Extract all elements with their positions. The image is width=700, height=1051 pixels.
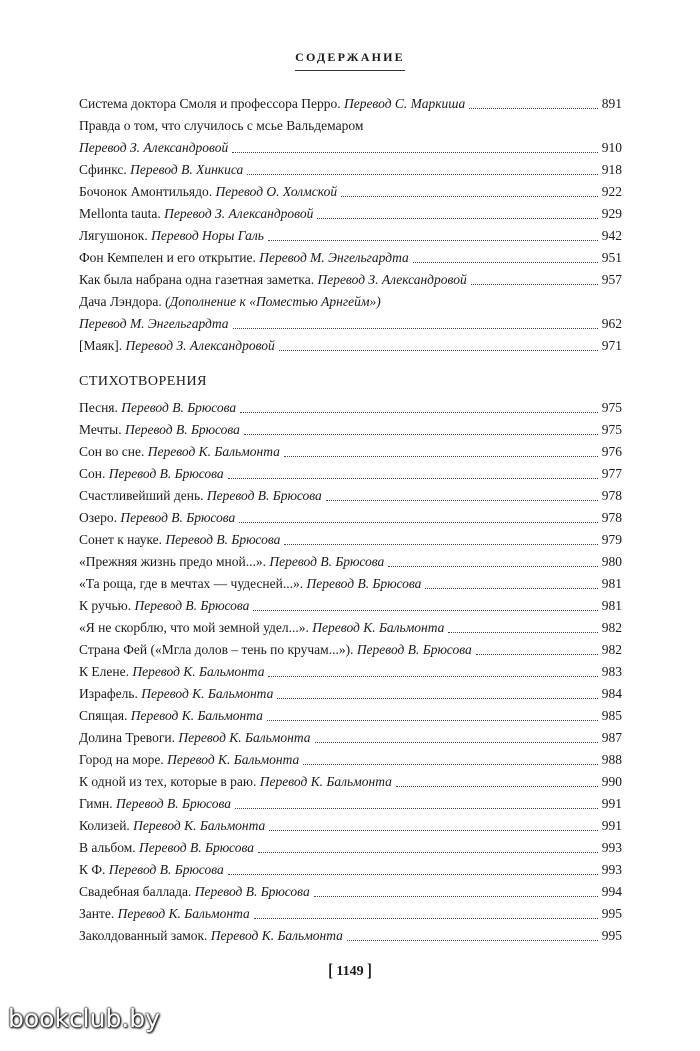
toc-entry bbox=[79, 225, 622, 247]
toc-entry-translator: Перевод К. Бальмонта bbox=[147, 444, 280, 459]
toc-entry-title: Колизей. bbox=[79, 818, 130, 833]
toc-entry-text bbox=[79, 771, 392, 793]
toc-entry bbox=[79, 463, 622, 485]
toc-entry-title: «Та роща, где в мечтах — чудесней...». bbox=[79, 576, 304, 591]
toc-entry-translator: Перевод В. Брюсова bbox=[116, 796, 231, 811]
toc-entry-translator: Перевод К. Бальмонта bbox=[132, 664, 265, 679]
dot-leader bbox=[239, 522, 598, 523]
toc-entry-title: Сон. bbox=[79, 466, 106, 481]
toc-entry-title: Сон во сне. bbox=[79, 444, 145, 459]
toc-entry-title: [Маяк]. bbox=[79, 338, 123, 353]
toc-entry-translator: Перевод В. Брюсова bbox=[269, 554, 385, 569]
toc-entry bbox=[79, 837, 622, 859]
toc-entry-text bbox=[79, 705, 263, 727]
dot-leader bbox=[303, 764, 598, 765]
toc-entry-translator: Перевод К. Бальмонта bbox=[178, 730, 311, 745]
toc-entry-text bbox=[79, 639, 472, 661]
dot-leader bbox=[326, 500, 598, 501]
toc-entry-text bbox=[79, 595, 249, 617]
toc-entry-translator: Перевод К. Бальмонта bbox=[130, 708, 263, 723]
toc-entry-text bbox=[79, 313, 229, 335]
toc-entry-translator: Перевод К. Бальмонта bbox=[141, 686, 274, 701]
toc-entry bbox=[79, 727, 622, 749]
toc-entry-page: 984 bbox=[601, 686, 622, 701]
page-header bbox=[0, 48, 700, 71]
toc-entry-text bbox=[79, 507, 235, 529]
toc-entry-translator: Перевод К. Бальмонта bbox=[167, 752, 300, 767]
toc-entry-title: В альбом. bbox=[79, 840, 136, 855]
toc-entry-title: Сонет к науке. bbox=[79, 532, 163, 547]
toc-entry-translator: Перевод К. Бальмонта bbox=[259, 774, 392, 789]
toc-entry-title: Свадебная баллада. bbox=[79, 884, 192, 899]
toc-entry bbox=[79, 137, 622, 159]
toc-entry bbox=[79, 181, 622, 203]
toc-entry-title: Спящая. bbox=[79, 708, 128, 723]
toc-entry bbox=[79, 771, 622, 793]
toc-entry-title: К Елене. bbox=[79, 664, 129, 679]
toc-entry-text bbox=[79, 683, 273, 705]
toc-entry-page: 976 bbox=[601, 444, 622, 459]
page-number-value: 1149 bbox=[336, 964, 364, 979]
toc-entry bbox=[79, 419, 622, 441]
toc-entry-page: 977 bbox=[601, 466, 622, 481]
toc-entry-text bbox=[79, 335, 275, 357]
toc-entry-page: 918 bbox=[601, 162, 622, 177]
dot-leader bbox=[267, 720, 598, 721]
toc-entry-title: Гимн. bbox=[79, 796, 113, 811]
toc-entry-page: 983 bbox=[601, 664, 622, 679]
toc-entry bbox=[79, 529, 622, 551]
toc-entry-translator: Перевод З. Александровой bbox=[79, 140, 229, 155]
dot-leader bbox=[388, 566, 597, 567]
toc-entry-translator: Перевод В. Брюсова bbox=[121, 400, 237, 415]
dot-leader bbox=[244, 434, 598, 435]
toc-entry bbox=[79, 507, 622, 529]
toc-entry-translator: Перевод З. Александровой bbox=[317, 272, 467, 287]
toc-entry-page: 971 bbox=[601, 338, 622, 353]
dot-leader bbox=[284, 544, 597, 545]
dot-leader bbox=[228, 478, 598, 479]
dot-leader bbox=[476, 654, 598, 655]
toc-entry-title: Мечты. bbox=[79, 422, 122, 437]
toc-entry-translator: Перевод В. Брюсова bbox=[120, 510, 236, 525]
toc-entry-title: Занте. bbox=[79, 906, 115, 921]
toc-entry-translator: Перевод В. Брюсова bbox=[306, 576, 422, 591]
section-heading-poems: СТИХОТВОРЕНИЯ bbox=[79, 374, 207, 389]
toc-entry-translator: Перевод В. Брюсова bbox=[108, 862, 224, 877]
dot-leader bbox=[469, 108, 598, 109]
toc-entry-page: 988 bbox=[601, 752, 622, 767]
toc-entry-translator: Перевод К. Бальмонта bbox=[312, 620, 445, 635]
toc-entry-translator: Перевод М. Энгельгардта bbox=[259, 250, 409, 265]
toc-entry bbox=[79, 247, 622, 269]
toc-entry-text bbox=[79, 529, 280, 551]
toc-entry-text bbox=[79, 551, 384, 573]
toc-entry-translator: Перевод К. Бальмонта bbox=[133, 818, 266, 833]
toc-entry-translator: Перевод В. Брюсова bbox=[108, 466, 224, 481]
toc-entry-text bbox=[79, 859, 224, 881]
toc-entry bbox=[79, 617, 622, 639]
toc-entry-translator: Перевод В. Брюсова bbox=[139, 840, 254, 855]
toc-entry-page: 991 bbox=[601, 818, 622, 833]
toc-entry-page: 981 bbox=[601, 598, 622, 613]
toc-entry-title-line bbox=[79, 291, 622, 313]
toc-entry-translator: Перевод В. Брюсова bbox=[134, 598, 250, 613]
dot-leader bbox=[284, 456, 598, 457]
toc-entry-translator: Перевод М. Энгельгардта bbox=[79, 316, 229, 331]
toc-entry-title: К ручью. bbox=[79, 598, 132, 613]
toc-entry-text bbox=[79, 485, 322, 507]
toc-entry-page: 995 bbox=[601, 928, 622, 943]
toc-entry-page: 982 bbox=[601, 620, 622, 635]
toc-entry-page: 910 bbox=[601, 140, 622, 155]
toc-entry-translator: Перевод В. Брюсова bbox=[125, 422, 240, 437]
toc-entry-text bbox=[79, 793, 231, 815]
dot-leader bbox=[341, 196, 598, 197]
toc-entry-title: Город на море. bbox=[79, 752, 164, 767]
toc-entry bbox=[79, 903, 622, 925]
toc-entry-page: 990 bbox=[601, 774, 622, 789]
dot-leader bbox=[235, 808, 598, 809]
toc-entry bbox=[79, 397, 622, 419]
toc-entry-text bbox=[79, 925, 343, 947]
toc-entry bbox=[79, 551, 622, 573]
toc-entry-text bbox=[79, 419, 240, 441]
toc-entry-title: Бочонок Амонтильядо. bbox=[79, 184, 213, 199]
toc-entry-text bbox=[79, 137, 228, 159]
toc-entry-title: «Я не скорблю, что мой земной удел...». bbox=[79, 620, 309, 635]
toc-entry-text bbox=[79, 93, 465, 115]
dot-leader bbox=[254, 918, 598, 919]
toc-entry-translator: Перевод В. Брюсова bbox=[165, 532, 281, 547]
dot-leader bbox=[258, 852, 598, 853]
toc-entry-text bbox=[79, 203, 313, 225]
toc-entry bbox=[79, 859, 622, 881]
section-heading-wrap bbox=[79, 371, 622, 393]
toc-entry-title: Лягушонок. bbox=[79, 228, 148, 243]
toc-entry bbox=[79, 881, 622, 903]
page-number-bracket-right: ] bbox=[367, 961, 372, 982]
toc-entry bbox=[79, 661, 622, 683]
toc-entry-page: 979 bbox=[601, 532, 622, 547]
toc-entry-text bbox=[79, 181, 337, 203]
toc-entry-page: 995 bbox=[601, 906, 622, 921]
dot-leader bbox=[277, 698, 597, 699]
toc-entry bbox=[79, 639, 622, 661]
toc-entry-page: 962 bbox=[601, 316, 622, 331]
toc-entry-page: 922 bbox=[601, 184, 622, 199]
toc-entry-title: Mellonta tauta. bbox=[79, 206, 161, 221]
toc-entry-title: Заколдованный замок. bbox=[79, 928, 208, 943]
dot-leader bbox=[268, 240, 598, 241]
toc-entry-page: 891 bbox=[601, 96, 622, 111]
toc-entry bbox=[79, 203, 622, 225]
toc-entry-page: 942 bbox=[601, 228, 622, 243]
toc-entry-page: 981 bbox=[601, 576, 622, 591]
running-title: СОДЕРЖАНИЕ bbox=[295, 50, 405, 71]
toc-entry-translator: Перевод В. Хинкиса bbox=[130, 162, 244, 177]
toc-entry-title: Счастливейший день. bbox=[79, 488, 204, 503]
page-number-bracket-left: [ bbox=[328, 961, 333, 982]
page-number bbox=[0, 961, 700, 982]
toc-entry-page: 978 bbox=[601, 488, 622, 503]
toc-entry bbox=[79, 159, 622, 181]
toc-entry-page: 991 bbox=[601, 796, 622, 811]
dot-leader bbox=[247, 174, 597, 175]
toc-entry-text bbox=[79, 573, 421, 595]
toc-entry bbox=[79, 705, 622, 727]
toc-entry-page: 929 bbox=[601, 206, 622, 221]
toc-entry-title: К одной из тех, которые в раю. bbox=[79, 774, 257, 789]
dot-leader bbox=[396, 786, 598, 787]
dot-leader bbox=[413, 262, 598, 263]
toc-entry-page: 951 bbox=[601, 250, 622, 265]
toc-entry-translator: Перевод Норы Галь bbox=[151, 228, 264, 243]
toc-entry-text bbox=[79, 903, 250, 925]
toc-entry-translator: Перевод З. Александровой bbox=[125, 338, 275, 353]
toc-entry bbox=[79, 793, 622, 815]
toc-entry-text bbox=[79, 441, 280, 463]
dot-leader bbox=[347, 940, 598, 941]
watermark: bookclub.by bbox=[8, 1004, 160, 1033]
dot-leader bbox=[471, 284, 598, 285]
toc-entry-page: 957 bbox=[601, 272, 622, 287]
toc-entry-translator: Перевод В. Брюсова bbox=[206, 488, 322, 503]
toc-entry bbox=[79, 573, 622, 595]
dot-leader bbox=[317, 218, 597, 219]
toc-entry bbox=[79, 441, 622, 463]
dot-leader bbox=[315, 742, 598, 743]
toc-entry bbox=[79, 485, 622, 507]
toc-entry-text bbox=[79, 397, 236, 419]
toc-entry-translator: Перевод З. Александровой bbox=[164, 206, 314, 221]
toc-entry-translator: Перевод К. Бальмонта bbox=[210, 928, 343, 943]
toc-entry-title: К Ф. bbox=[79, 862, 106, 877]
dot-leader bbox=[268, 676, 597, 677]
toc-entry-text bbox=[79, 617, 444, 639]
toc-entry-text bbox=[79, 727, 311, 749]
toc-entry-page: 975 bbox=[601, 400, 622, 415]
toc-entry-title: Дача Лэндора. bbox=[79, 294, 162, 309]
dot-leader bbox=[425, 588, 597, 589]
toc-entry-title-line: Правда о том, что случилось с мсье Вальдемаром bbox=[79, 118, 364, 133]
toc-entry bbox=[79, 93, 622, 115]
dot-leader bbox=[279, 350, 598, 351]
dot-leader bbox=[233, 328, 598, 329]
toc-entry bbox=[79, 595, 622, 617]
contents-list-prose bbox=[79, 93, 622, 357]
toc-entry-text bbox=[79, 815, 265, 837]
toc-entry-title: Песня. bbox=[79, 400, 118, 415]
dot-leader bbox=[269, 830, 597, 831]
toc-entry-page: 980 bbox=[601, 554, 622, 569]
toc-entry bbox=[79, 925, 622, 947]
toc-entry-text bbox=[79, 661, 264, 683]
toc-entry-page: 987 bbox=[601, 730, 622, 745]
toc-entry-title: Как была набрана одна газетная заметка. bbox=[79, 272, 315, 287]
toc-entry-translator: Перевод О. Холмской bbox=[215, 184, 338, 199]
toc-entry-text bbox=[79, 159, 243, 181]
toc-entry-text bbox=[79, 247, 409, 269]
toc-entry-text bbox=[79, 837, 254, 859]
toc-entry-title: «Прежняя жизнь предо мной...». bbox=[79, 554, 267, 569]
toc-entry-note: (Дополнение к «Поместью Арнгейм») bbox=[165, 294, 381, 309]
contents-list-poems bbox=[79, 397, 622, 947]
toc-entry-translator: Перевод С. Маркиша bbox=[343, 96, 466, 111]
toc-entry-translator: Перевод В. Брюсова bbox=[194, 884, 310, 899]
toc-entry-title: Страна Фей («Мгла долов – тень по кручам...»). bbox=[79, 642, 354, 657]
toc-entry bbox=[79, 683, 622, 705]
toc-entry bbox=[79, 335, 622, 357]
dot-leader bbox=[232, 152, 598, 153]
toc-entry-title: Израфель. bbox=[79, 686, 138, 701]
toc-entry-text bbox=[79, 269, 467, 291]
toc-entry-text bbox=[79, 225, 264, 247]
toc-entry-page: 975 bbox=[601, 422, 622, 437]
dot-leader bbox=[228, 874, 598, 875]
toc-entry-page: 982 bbox=[601, 642, 622, 657]
toc-entry-text bbox=[79, 881, 310, 903]
toc-entry-title: Сфинкс. bbox=[79, 162, 127, 177]
toc-entry-title: Озеро. bbox=[79, 510, 117, 525]
toc-entry-page: 985 bbox=[601, 708, 622, 723]
toc-entry bbox=[79, 815, 622, 837]
toc-entry bbox=[79, 749, 622, 771]
dot-leader bbox=[240, 412, 598, 413]
toc-entry-title: Долина Тревоги. bbox=[79, 730, 175, 745]
toc-entry-translator: Перевод К. Бальмонта bbox=[117, 906, 250, 921]
toc-entry-page: 994 bbox=[601, 884, 622, 899]
toc-entry-page: 993 bbox=[601, 862, 622, 877]
dot-leader bbox=[314, 896, 598, 897]
toc-entry-text bbox=[79, 463, 224, 485]
toc-entry-page: 978 bbox=[601, 510, 622, 525]
dot-leader bbox=[253, 610, 597, 611]
dot-leader bbox=[448, 632, 597, 633]
toc-entry-title: Система доктора Смоля и профессора Перро. bbox=[79, 96, 341, 111]
toc-entry-title: Фон Кемпелен и его открытие. bbox=[79, 250, 256, 265]
toc-entry-text bbox=[79, 749, 299, 771]
toc-entry-translator: Перевод В. Брюсова bbox=[356, 642, 472, 657]
toc-entry bbox=[79, 313, 622, 335]
toc-entry bbox=[79, 269, 622, 291]
toc-entry-page: 993 bbox=[601, 840, 622, 855]
